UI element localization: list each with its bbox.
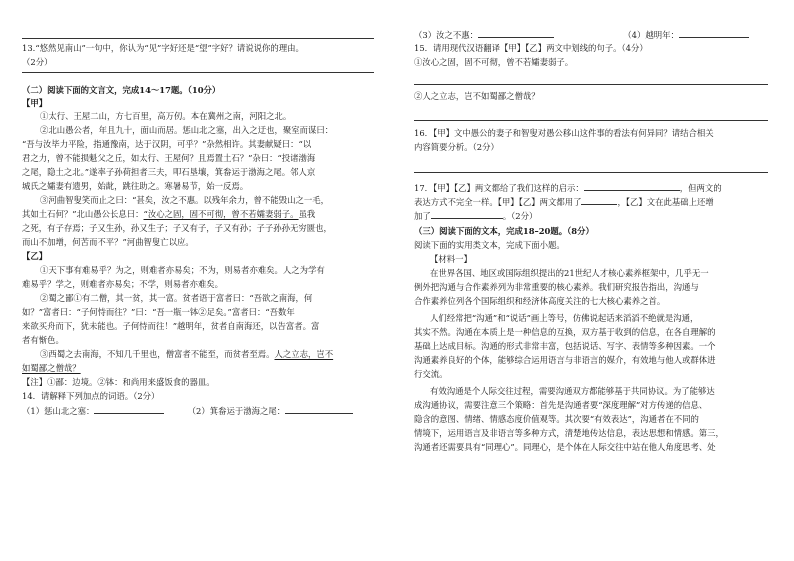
text-run: 其如土石何？”北山愚公长息曰：	[22, 209, 144, 219]
answer-line	[414, 120, 768, 121]
section-2-heading: （二）阅读下面的文言文，完成14～17题。（10分）	[22, 85, 221, 95]
text-run: 加了	[414, 211, 431, 221]
material-paragraph-1-line: 合作素养位列各个国际组织和经济体高度关注的七大核心素养之首。	[414, 296, 666, 306]
question-16-line: 内容简要分析。（2分）	[414, 142, 499, 152]
question-14-item-1	[22, 404, 353, 418]
section-3-intro: 阅读下面的实用类文本，完成下面小题。	[414, 240, 565, 250]
text-run: 。（2分）	[502, 211, 538, 221]
question-15: 15．请用现代汉语翻译【甲】【乙】两文中划线的句子。（4分）	[414, 43, 648, 53]
answer-blank[interactable]	[478, 28, 554, 38]
yi-paragraph-2-line: 来欲买舟而下，犹未能也。子何恃而往！”越明年，贫者自南海还，以告富者。富	[22, 321, 320, 331]
yi-paragraph-2: ②蜀之鄙①有二僧，其一贫，其一富。贫者语于富者曰：“吾欲之南海，何	[40, 293, 313, 303]
yi-paragraph-2-line: 者有惭色。	[22, 335, 64, 345]
text-run: ，但两文的	[679, 183, 722, 193]
jia-paragraph-2: ②北山愚公者，年且九十，面山而居。惩山北之塞，出入之迂也，聚室而谋曰：	[40, 125, 334, 135]
underlined-sentence: 人之立志，岂不	[274, 349, 334, 359]
underlined-sentence: 如蜀鄙之僧哉？	[22, 363, 81, 373]
material-paragraph-2-line: 沟通素养良好的个体，能够综合运用语言与非语言的媒介，有效地与他人或群体进	[414, 355, 716, 365]
material-paragraph-2-line: 行交流。	[414, 369, 448, 379]
jia-paragraph-3-line	[22, 208, 315, 221]
yi-paragraph-2-line: 如？”富者曰：“子何恃而往？”曰：“吾一瓶一钵②足矣。”富者曰：“吾数年	[22, 307, 295, 317]
text-run: ③西蜀之去南海，不知几千里也，僧富者不能至，而贫者至焉。	[40, 349, 275, 359]
material-paragraph-3: 有效沟通是个人际交往过程，需要沟通双方都能够基于共同协议。为了能够达	[430, 386, 715, 396]
section-3-heading: （三）阅读下面的文本，完成18–20题。（8分）	[414, 226, 594, 236]
annotation-note: 【注】①鄙：边境。②钵：和尚用来盛饭食的器皿。	[22, 377, 215, 387]
material-paragraph-3-line: 情境下，运用语言及非语言等多种方式，清楚地传达信息，表达思想和情感。第三，	[414, 428, 724, 438]
question-17-line	[414, 195, 714, 209]
text-run: 虽我	[298, 209, 316, 219]
question-13: 13.“悠然见南山”一句中，你认为“见”字好还是“望”字好？请说说你的理由。	[22, 43, 304, 53]
yi-paragraph-3-line	[22, 362, 81, 375]
answer-blank[interactable]	[94, 404, 164, 414]
material-paragraph-2: 人们经常把“沟通”和“说话”画上等号，仿佛说起话来滔滔不绝就是沟通，	[430, 313, 699, 323]
text-run: 17．【甲】【乙】两文都给了我们这样的启示：	[414, 183, 584, 193]
question-16: 16．【甲】文中愚公的妻子和智叟对愚公移山这件事的看法有何异同？请结合相关	[414, 128, 714, 138]
question-17	[414, 181, 722, 195]
question-15-item-2: ②人之立志，岂不如蜀鄙之僧哉？	[414, 91, 540, 101]
answer-line	[414, 84, 768, 85]
jia-paragraph-2-line: “吾与汝毕力平险，指通豫南，达于汉阴，可乎？”杂然相许。其妻献疑曰：“以	[22, 139, 312, 149]
answer-line	[414, 172, 768, 173]
jia-paragraph-3-line: 之死，有子存焉；子又生孙，孙又生子；子又有子，子又有孙；子子孙孙无穷匮也，	[22, 223, 332, 233]
yi-paragraph-1: ①天下事有难易乎？为之，则难者亦易矣；不为，则易者亦难矣。人之为学有	[40, 265, 325, 275]
question-14-item-3	[414, 28, 749, 42]
material-paragraph-3-line: 隐含的意图、情绪、情感态度价值观等。其次要“有效表达”，沟通者在不同的	[414, 414, 699, 424]
jia-paragraph-2-line: 之尾，隐土之北。”遂率子孙荷担者三夫，叩石垦壤，箕畚运于渤海之尾。邻人京	[22, 167, 316, 177]
jia-paragraph-1: ①太行、王屋二山，方七百里，高万仞。本在冀州之南，河阳之北。	[40, 111, 292, 121]
answer-blank[interactable]	[584, 181, 680, 191]
text-yi-label: 【乙】	[22, 251, 48, 261]
answer-line	[22, 72, 374, 73]
question-14-item-2-label: （2）箕畚运于渤海之尾：	[187, 406, 286, 416]
answer-blank[interactable]	[431, 209, 503, 219]
text-jia-label: 【甲】	[22, 98, 48, 108]
answer-blank[interactable]	[285, 404, 353, 414]
question-14-item-1-label: （1）惩山北之塞：	[22, 406, 95, 416]
question-15-item-1: ①汝心之固，固不可彻，曾不若孀妻弱子。	[414, 57, 574, 67]
jia-paragraph-2-line: 君之力，曾不能损魁父之丘，如太行、王屋何？且焉置土石？”杂曰：“投诸渤海	[22, 153, 316, 163]
material-paragraph-1: 在世界各国、地区或国际组织提出的21世纪人才核心素养框架中，几乎无一	[430, 268, 709, 278]
yi-paragraph-1-line: 难易乎？学之，则难者亦易矣；不学，则易者亦难矣。	[22, 279, 223, 289]
answer-line	[22, 38, 374, 39]
material-paragraph-2-line: 基础上达成目标。沟通的形式非常丰富，包括说话、写字、表情等多种因素。一个	[414, 341, 716, 351]
jia-paragraph-3-line: 而山不加增，何苦而不平？”河曲智叟亡以应。	[22, 237, 194, 247]
question-14: 14．请解释下列加点的词语。（2分）	[22, 391, 160, 401]
material-paragraph-1-line: 例外把沟通与合作素养列为非常重要的核心素养。我们研究报告指出，沟通与	[414, 282, 699, 292]
material-paragraph-3-line: 沟通者还需要具有“同理心”。同理心，是个体在人际交往中站在他人角度思考、处	[414, 442, 716, 452]
question-17-line	[414, 209, 537, 223]
material-paragraph-3-line: 成沟通协议，需要注意三个策略：首先是沟通者要“深度理解”对方传递的信息、	[414, 400, 708, 410]
text-run: 表达方式不完全一样。【甲】【乙】两文都用了	[414, 197, 582, 207]
answer-blank[interactable]	[581, 195, 617, 205]
jia-paragraph-3: ③河曲智叟笑而止之曰：“甚矣，汝之不惠。以残年余力，曾不能毁山之一毛，	[40, 195, 330, 205]
material-1-label: 【材料一】	[430, 254, 472, 264]
material-paragraph-2-line: 其实不然。沟通在本质上是一种信息的互换，双方基于收到的信息，在各自理解的	[414, 327, 716, 337]
question-14-item-4-label: （4）越明年：	[623, 30, 679, 40]
question-13-score: （2分）	[22, 57, 53, 67]
answer-blank[interactable]	[679, 28, 749, 38]
jia-paragraph-2-line: 城氏之孀妻有遗男，始龀，跳往助之。寒暑易节，始一反焉。	[22, 181, 249, 191]
yi-paragraph-3	[40, 348, 333, 361]
question-14-item-3-label: （3）汝之不惠：	[414, 30, 478, 40]
text-run: ，【乙】文在此基础上还增	[617, 197, 714, 207]
underlined-sentence: “汝心之固，固不可彻，曾不若孀妻弱子。	[143, 209, 299, 219]
